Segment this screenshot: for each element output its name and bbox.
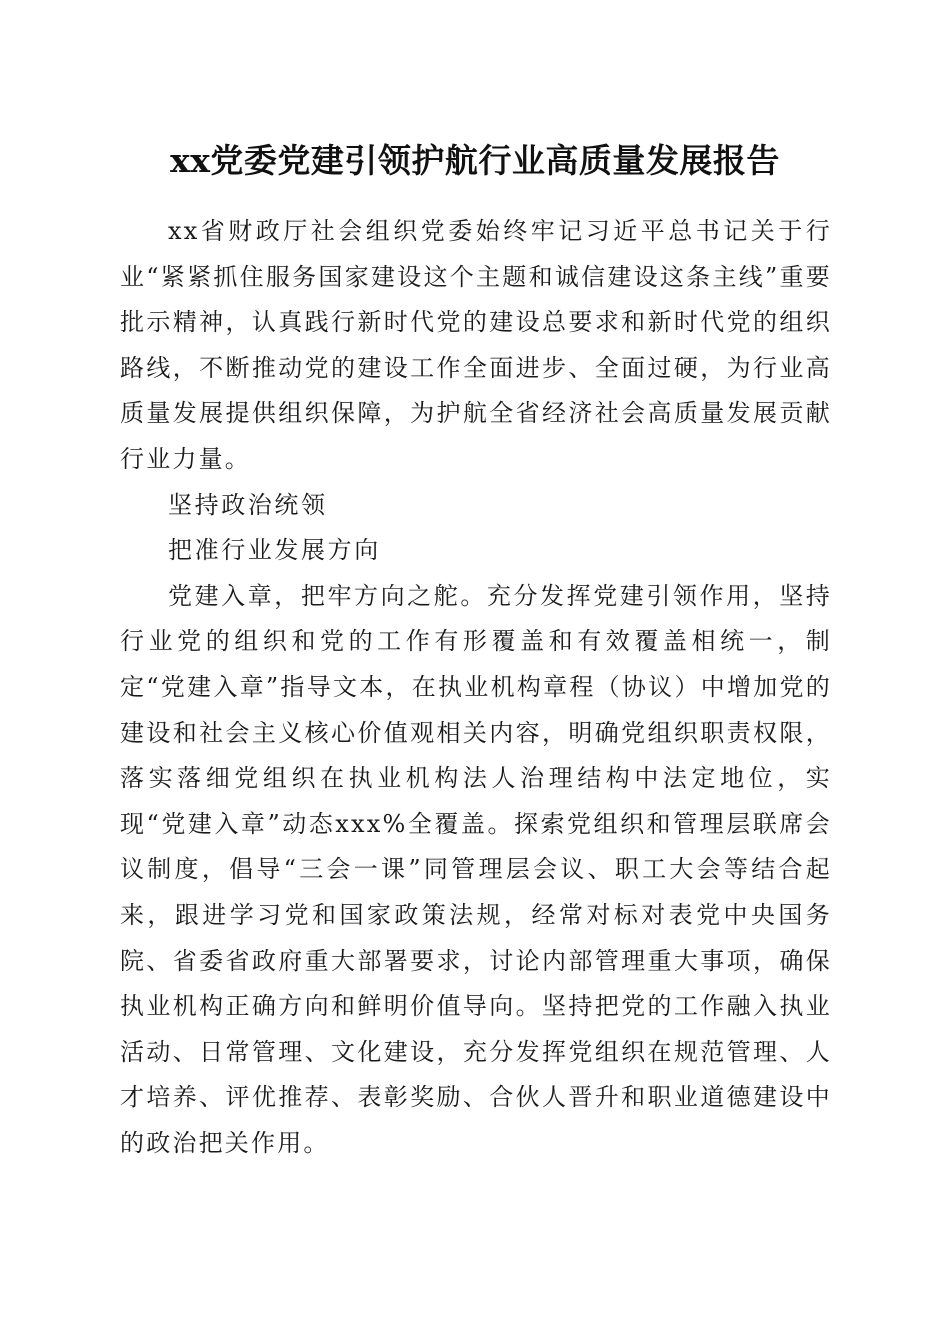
paragraph-intro: xx省财政厅社会组织党委始终牢记习近平总书记关于行业“紧紧抓住服务国家建设这个主题和诚信建设这条主线”重要批示精神，认真践行新时代党的建设总要求和新时代党的组织路线，不断推动党的建设工作全面进步、全面过硬，为行业高质量发展提供组织保障，为护航全省经济社会高质量发展贡献行业力量。	[120, 217, 832, 473]
document-body	[120, 209, 832, 1166]
section-heading: 坚持政治统领	[168, 490, 328, 519]
paragraph-party-building: 党建入章，把牢方向之舵。充分发挥党建引领作用，坚持行业党的组织和党的工作有形覆盖和有效覆盖相统一，制定“党建入章”指导文本，在执业机构章程（协议）中增加党的建设和社会主义核心价值观相关内容，明确党组织职责权限，落实落细党组织在执业机构法人治理结构中法定地位，实现“党建入章”动态xxx%全覆盖。探索党组织和管理层联席会议制度，倡导“三会一课”同管理层会议、职工大会等结合起来，跟进学习党和国家政策法规，经常对标对表党中央国务院、省委省政府重大部署要求，讨论内部管理重大事项，确保执业机构正确方向和鲜明价值导向。坚持把党的工作融入执业活动、日常管理、文化建设，充分发挥党组织在规范管理、人才培养、评优推荐、表彰奖励、合伙人晋升和职业道德建设中的政治把关作用。	[120, 581, 832, 1157]
document-title: xx党委党建引领护航行业高质量发展报告	[170, 141, 780, 180]
section-subheading: 把准行业发展方向	[168, 536, 381, 565]
